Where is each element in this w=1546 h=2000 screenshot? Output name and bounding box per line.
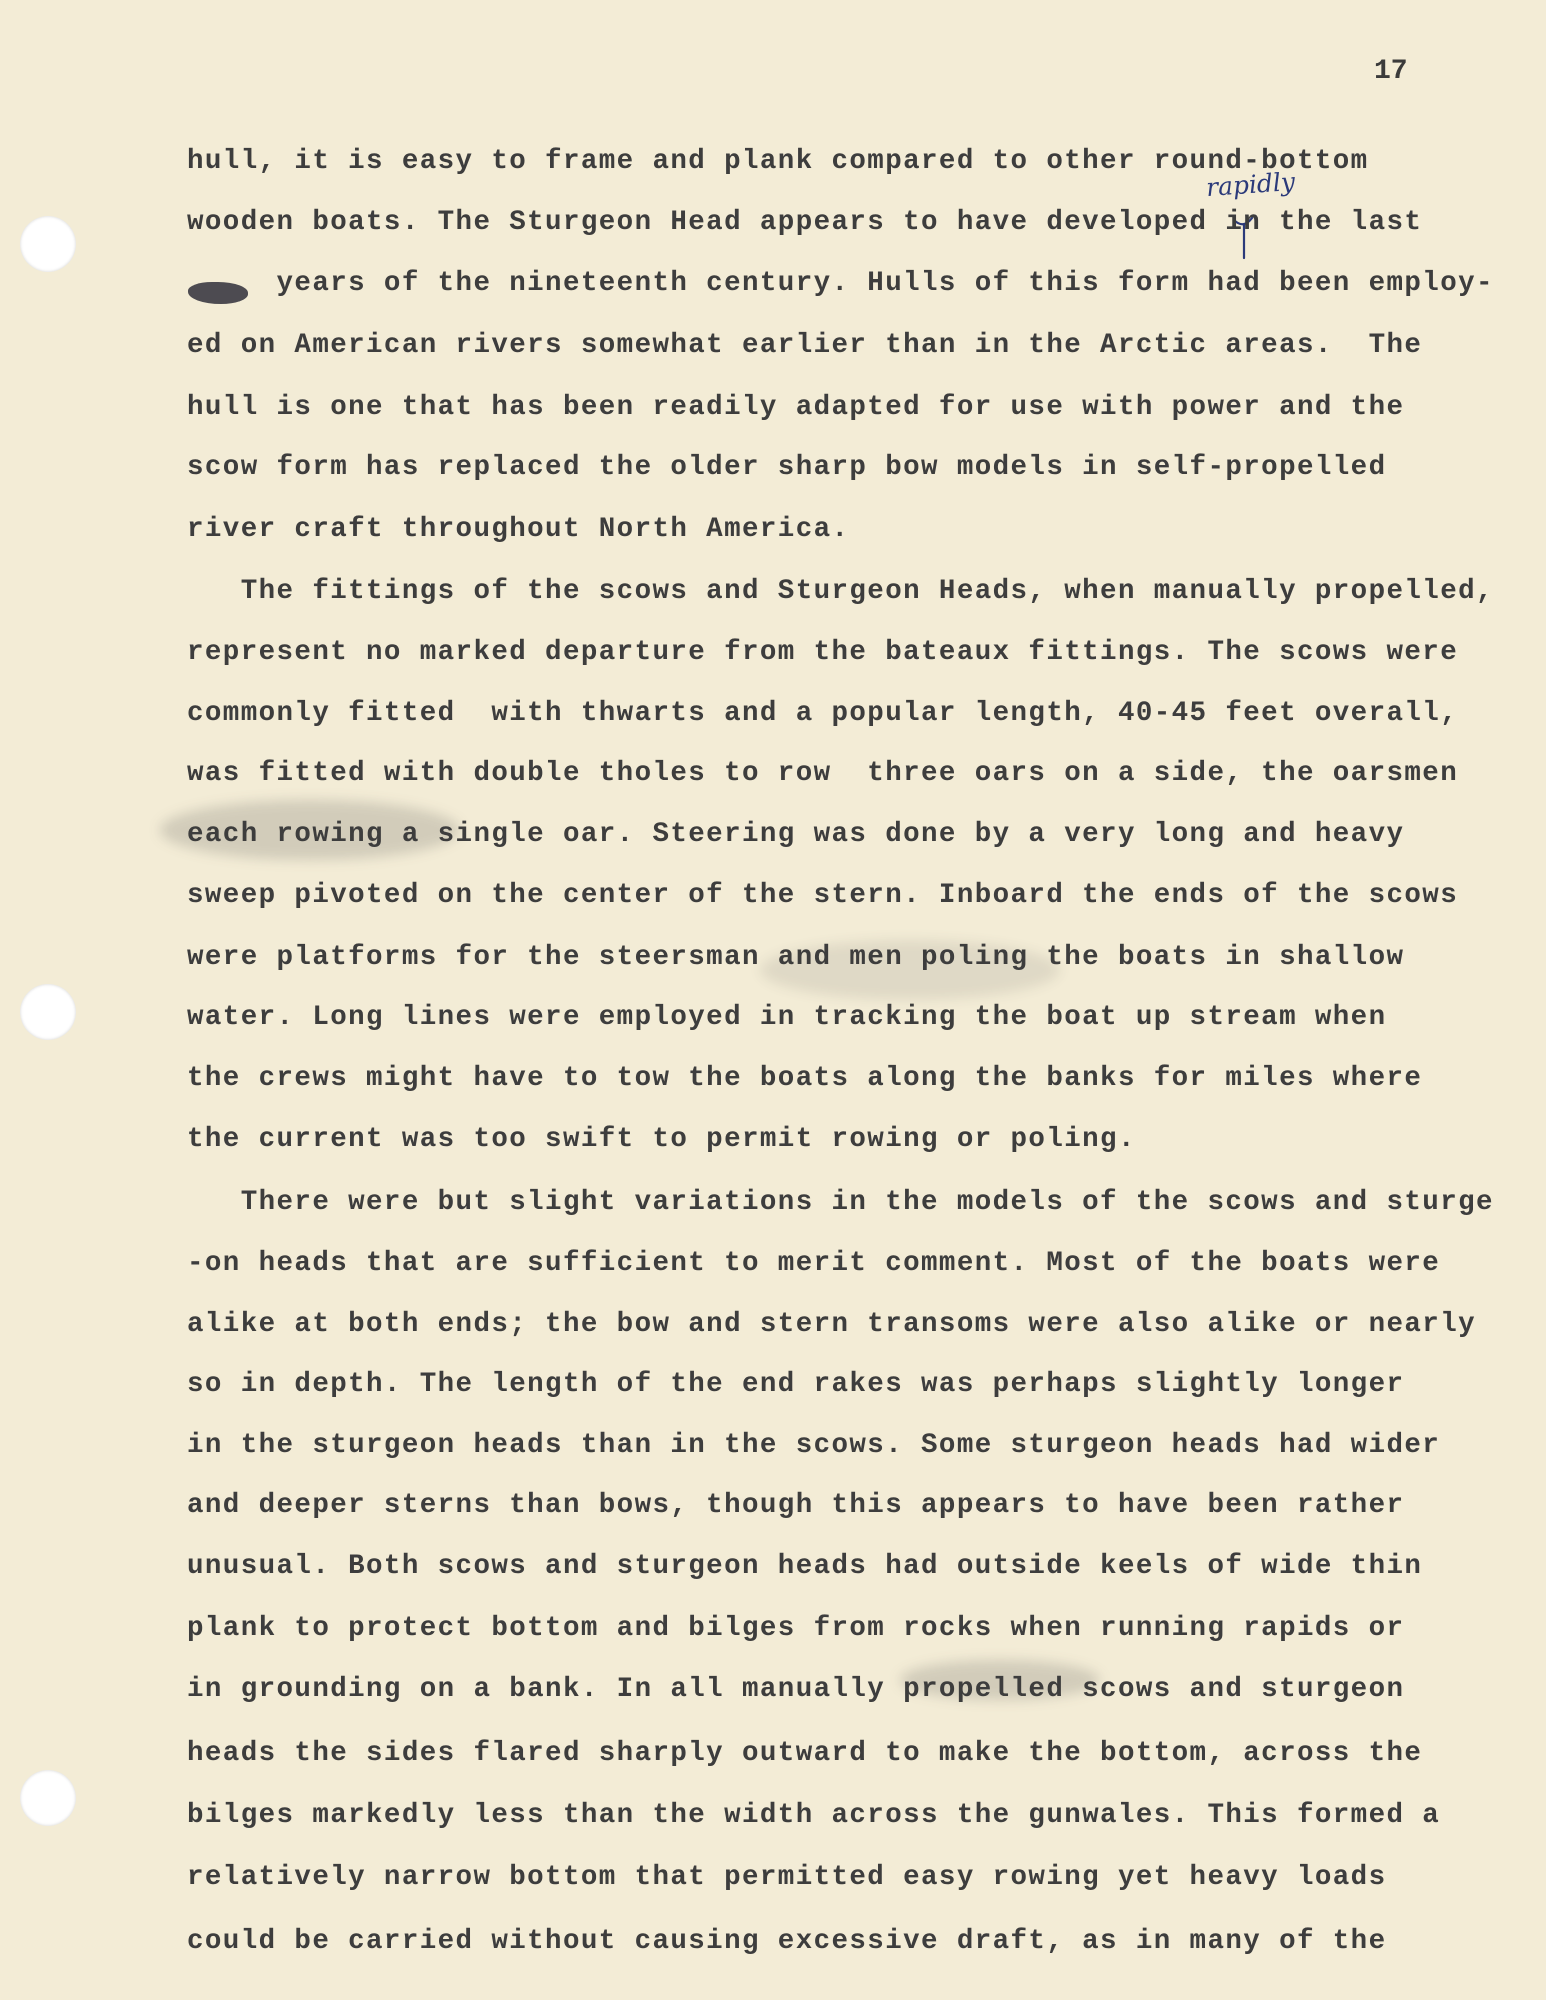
text-line: river craft throughout North America.: [187, 514, 850, 545]
text-line: in the sturgeon heads than in the scows. Some sturgeon heads had wider: [187, 1430, 1441, 1461]
text-line: unusual. Both scows and sturgeon heads had outside keels of wide thin: [187, 1551, 1423, 1582]
text-line: hull, it is easy to frame and plank compared to other round-bottom: [187, 146, 1369, 177]
text-line: The fittings of the scows and Sturgeon Heads, when manually propelled,: [187, 576, 1494, 607]
text-line: ed on American rivers somewhat earlier than in the Arctic areas. The: [187, 330, 1423, 361]
text-line: plank to protect bottom and bilges from rocks when running rapids or: [187, 1613, 1405, 1644]
text-line: relatively narrow bottom that permitted easy rowing yet heavy loads: [187, 1862, 1387, 1893]
text-line: wooden boats. The Sturgeon Head appears to have developed in the last: [187, 207, 1423, 238]
text-line: years of the nineteenth century. Hulls of this form had been employ-: [187, 268, 1494, 299]
text-line: water. Long lines were employed in tracking the boat up stream when: [187, 1002, 1387, 1033]
text-line: sweep pivoted on the center of the stern. Inboard the ends of the scows: [187, 880, 1459, 911]
text-line: were platforms for the steersman and men poling the boats in shallow: [187, 942, 1405, 973]
text-line: so in depth. The length of the end rakes was perhaps slightly longer: [187, 1369, 1405, 1400]
text-line: represent no marked departure from the bateaux fittings. The scows were: [187, 637, 1459, 668]
text-line: -on heads that are sufficient to merit comment. Most of the boats were: [187, 1248, 1441, 1279]
text-line: and deeper sterns than bows, though this appears to have been rather: [187, 1490, 1405, 1521]
page-number: 17: [1374, 56, 1408, 87]
text-line: scow form has replaced the older sharp bow models in self-propelled: [187, 452, 1387, 483]
text-line: the crews might have to tow the boats along the banks for miles where: [187, 1063, 1423, 1094]
handwritten-insertion: rapidly: [1205, 166, 1296, 203]
text-line: could be carried without causing excessive draft, as in many of the: [187, 1926, 1387, 1957]
text-line: bilges markedly less than the width across the gunwales. This formed a: [187, 1800, 1441, 1831]
text-line: alike at both ends; the bow and stern transoms were also alike or nearly: [187, 1309, 1476, 1340]
text-line: the current was too swift to permit rowing or poling.: [187, 1124, 1136, 1155]
text-line: heads the sides flared sharply outward to make the bottom, across the: [187, 1738, 1423, 1769]
text-line: There were but slight variations in the models of the scows and sturge: [187, 1187, 1494, 1218]
text-line: hull is one that has been readily adapted for use with power and the: [187, 392, 1405, 423]
text-line: in grounding on a bank. In all manually propelled scows and sturgeon: [187, 1674, 1405, 1705]
text-line: each rowing a single oar. Steering was done by a very long and heavy: [187, 819, 1405, 850]
text-line: commonly fitted with thwarts and a popular length, 40-45 feet overall,: [187, 698, 1459, 729]
text-line: was fitted with double tholes to row three oars on a side, the oarsmen: [187, 758, 1459, 789]
